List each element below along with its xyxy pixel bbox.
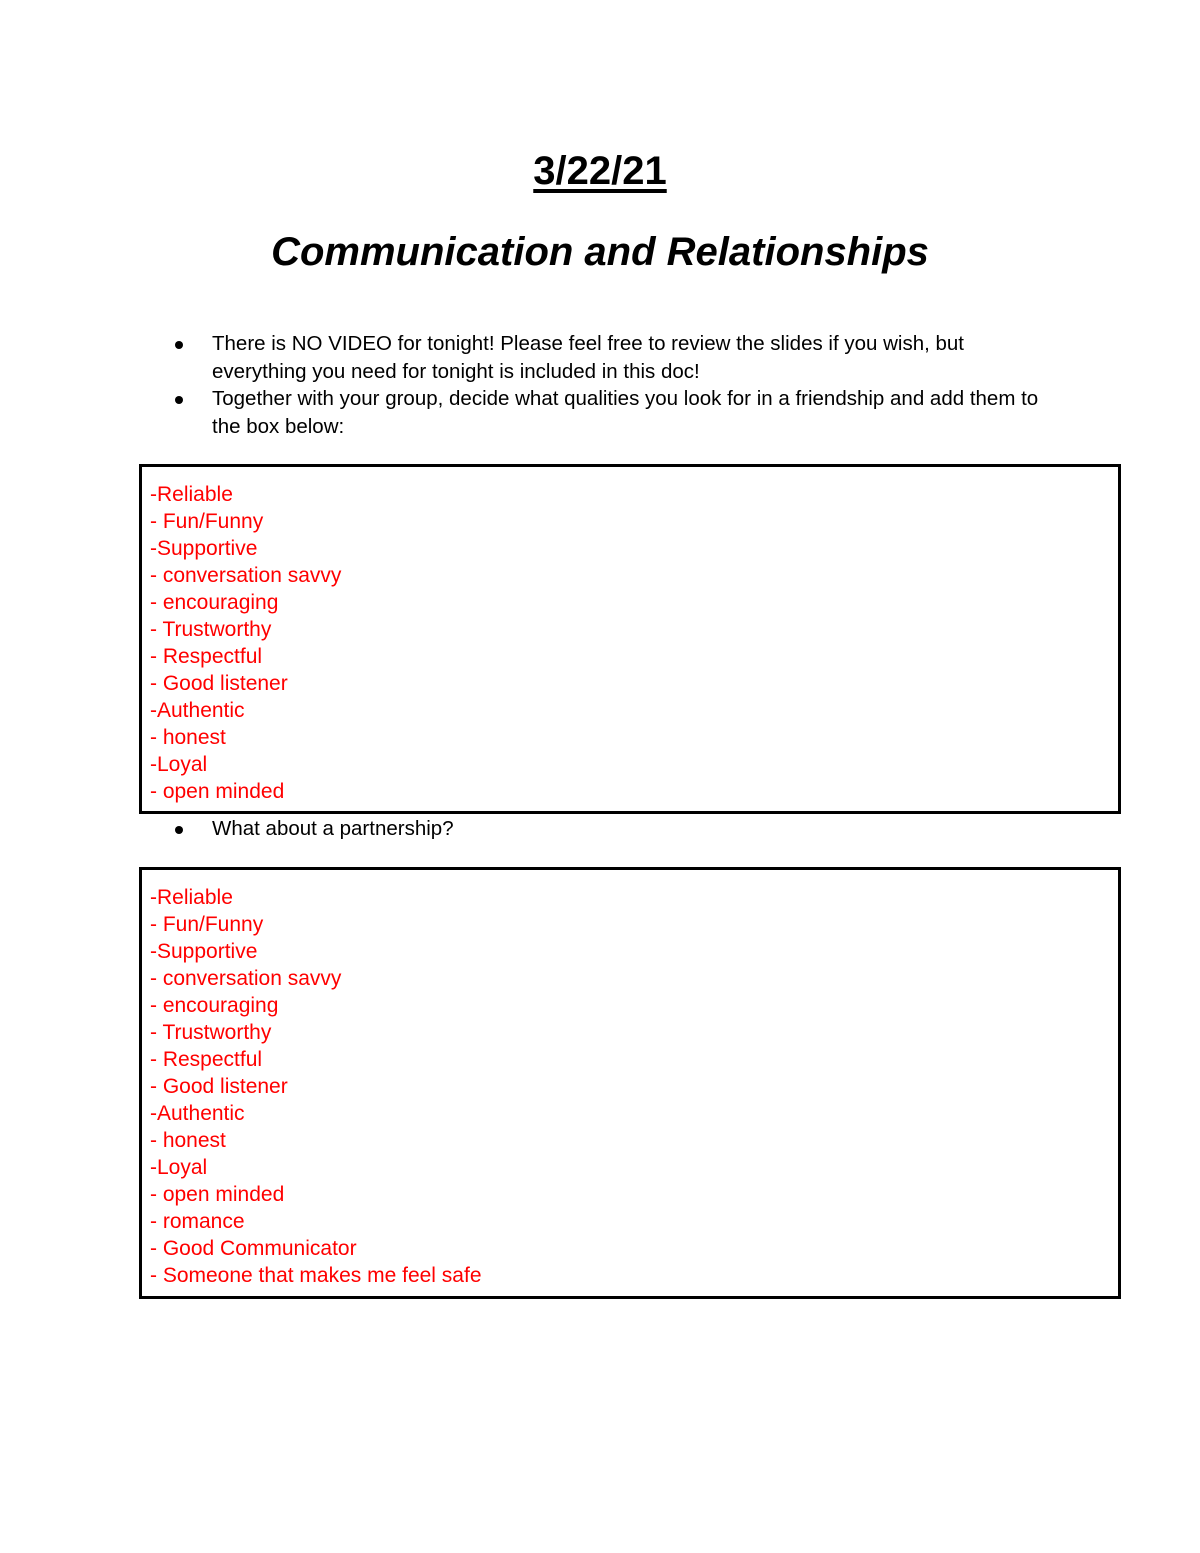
partnership-qualities-list xyxy=(142,870,1118,1289)
list-item: -Supportive xyxy=(150,537,258,560)
instruction-bullet xyxy=(0,330,1200,385)
list-item: - romance xyxy=(150,1210,245,1233)
list-item: - conversation savvy xyxy=(150,564,342,587)
list-item: -Authentic xyxy=(150,699,245,722)
list-item: - Respectful xyxy=(150,1048,263,1071)
list-item: - conversation savvy xyxy=(150,967,342,990)
list-item: - Fun/Funny xyxy=(150,913,264,936)
bullet-dot-icon xyxy=(175,396,183,404)
list-item: - encouraging xyxy=(150,994,279,1017)
document-date: 3/22/21 xyxy=(533,149,667,193)
document-title: Communication and Relationships xyxy=(271,230,929,274)
bullet-dot-icon xyxy=(175,826,183,834)
list-item: -Loyal xyxy=(150,753,208,776)
list-item: - Good Communicator xyxy=(150,1237,357,1260)
list-item: - open minded xyxy=(150,1183,285,1206)
list-item: -Supportive xyxy=(150,940,258,963)
instructions-list xyxy=(0,330,1200,440)
bullet-dot-icon xyxy=(175,341,183,349)
list-item: -Reliable xyxy=(150,483,233,506)
instruction-bullet xyxy=(0,815,1200,843)
instruction-bullet xyxy=(0,385,1200,440)
list-item: -Authentic xyxy=(150,1102,245,1125)
list-item: - Trustworthy xyxy=(150,618,272,641)
list-item: - honest xyxy=(150,726,226,749)
list-item: - open minded xyxy=(150,780,285,803)
friendship-qualities-box[interactable] xyxy=(139,464,1121,814)
instruction-text: Together with your group, decide what qualities you look for in a friendship and add them to the box below: xyxy=(212,387,1039,438)
list-item: - Fun/Funny xyxy=(150,510,264,533)
partnership-prompt-list xyxy=(0,815,1200,843)
partnership-qualities-box[interactable] xyxy=(139,867,1121,1299)
instruction-text: There is NO VIDEO for tonight! Please feel free to review the slides if you wish, but everything you need for tonight is included in this doc! xyxy=(212,332,965,383)
instruction-text: What about a partnership? xyxy=(212,817,454,840)
list-item: - honest xyxy=(150,1129,226,1152)
list-item: - Respectful xyxy=(150,645,263,668)
list-item: - Good listener xyxy=(150,672,288,695)
list-item: -Loyal xyxy=(150,1156,208,1179)
list-item: - Trustworthy xyxy=(150,1021,272,1044)
friendship-qualities-list xyxy=(142,467,1118,805)
list-item: - encouraging xyxy=(150,591,279,614)
list-item: -Reliable xyxy=(150,886,233,909)
list-item: - Someone that makes me feel safe xyxy=(150,1264,482,1287)
list-item: - Good listener xyxy=(150,1075,288,1098)
